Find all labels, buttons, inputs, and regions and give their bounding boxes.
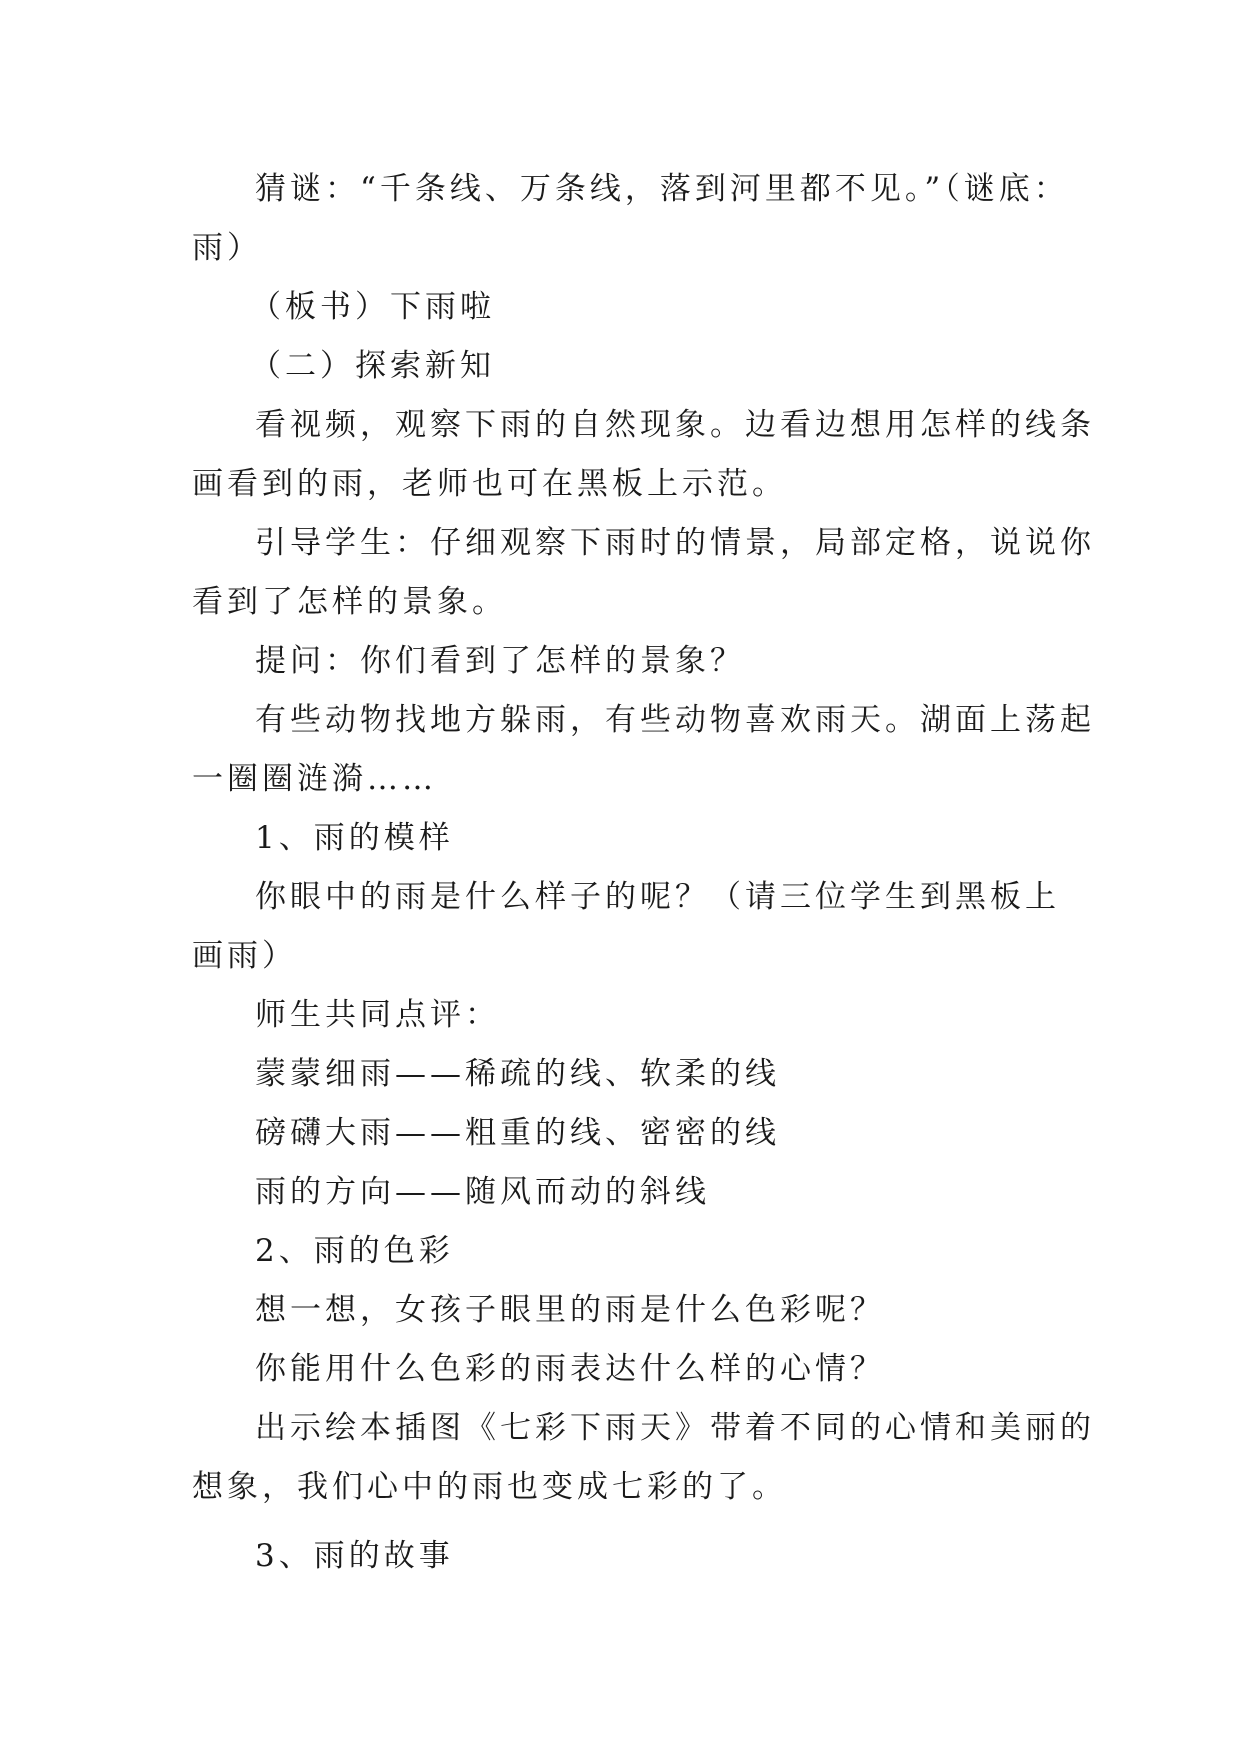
- color-question-1: 想一想，女孩子眼里的雨是什么色彩呢？: [255, 1292, 885, 1328]
- heavy-rain-line: 磅礴大雨——粗重的线、密密的线: [255, 1115, 780, 1151]
- subheading-rain-story: 3、雨的故事: [255, 1538, 454, 1574]
- riddle-line-2: 雨）: [192, 230, 262, 266]
- blackboard-title: （板书）下雨啦: [250, 289, 495, 325]
- video-paragraph-line-1: 看视频，观察下雨的自然现象。边看边想用怎样的线条: [255, 407, 1095, 443]
- drizzle-line: 蒙蒙细雨——稀疏的线、软柔的线: [255, 1056, 780, 1092]
- question-line: 提问：你们看到了怎样的景象？: [255, 643, 745, 679]
- guide-paragraph-line-1: 引导学生：仔细观察下雨时的情景，局部定格，说说你: [255, 525, 1095, 561]
- animals-paragraph-line-1: 有些动物找地方躲雨，有些动物喜欢雨天。湖面上荡起: [255, 702, 1095, 738]
- animals-paragraph-line-2: 一圈圈涟漪……: [192, 761, 437, 797]
- picture-book-line-2: 想象，我们心中的雨也变成七彩的了。: [192, 1469, 787, 1505]
- review-line: 师生共同点评：: [255, 997, 500, 1033]
- subheading-rain-color: 2、雨的色彩: [255, 1233, 454, 1269]
- subheading-rain-shape: 1、雨的模样: [255, 820, 454, 856]
- color-question-2: 你能用什么色彩的雨表达什么样的心情？: [255, 1351, 885, 1387]
- guide-paragraph-line-2: 看到了怎样的景象。: [192, 584, 507, 620]
- shape-question-line-1: 你眼中的雨是什么样子的呢？（请三位学生到黑板上: [255, 879, 1060, 915]
- video-paragraph-line-2: 画看到的雨，老师也可在黑板上示范。: [192, 466, 787, 502]
- rain-direction-line: 雨的方向——随风而动的斜线: [255, 1174, 710, 1210]
- riddle-line-1: 猜谜：“千条线、万条线，落到河里都不见。”（谜底：: [255, 171, 1069, 207]
- shape-question-line-2: 画雨）: [192, 938, 297, 974]
- document-body: [192, 160, 1095, 1586]
- section-heading-explore: （二）探索新知: [250, 348, 495, 384]
- picture-book-line-1: 出示绘本插图《七彩下雨天》带着不同的心情和美丽的: [255, 1410, 1095, 1446]
